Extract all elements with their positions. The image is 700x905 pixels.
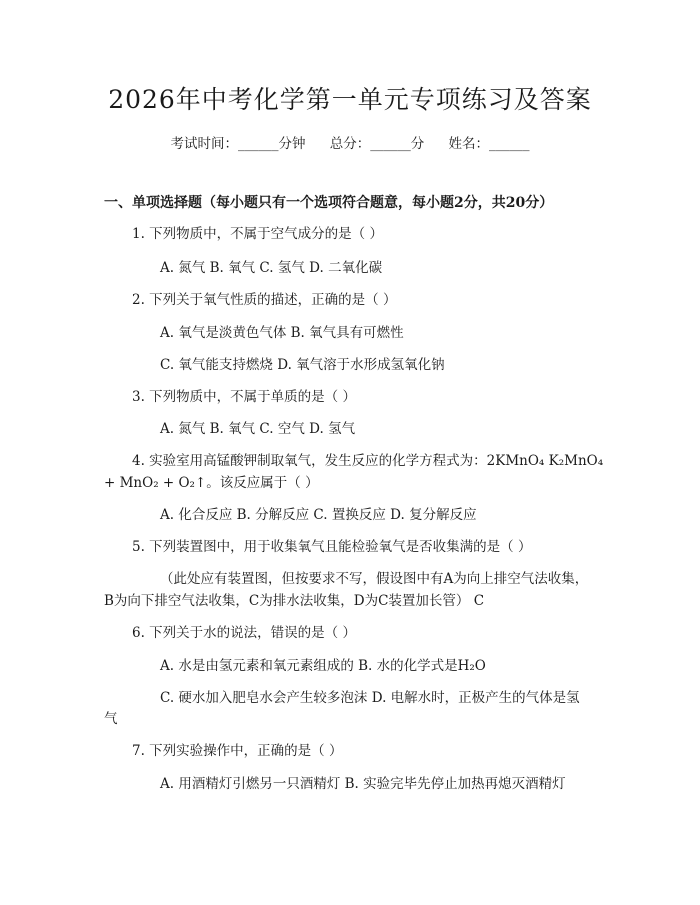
question-4-cont: + MnO₂ + O₂↑。该反应属于（ ） [104, 475, 319, 491]
question-7: 7. 下列实验操作中，正确的是（ ） [132, 743, 343, 759]
question-6-options-1: A. 水是由氢元素和氧元素组成的 B. 水的化学式是H₂O [160, 658, 486, 674]
question-2-options-2: C. 氧气能支持燃烧 D. 氧气溶于水形成氢氧化钠 [160, 357, 445, 373]
question-1: 1. 下列物质中，不属于空气成分的是（ ） [132, 226, 383, 242]
question-4-options: A. 化合反应 B. 分解反应 C. 置换反应 D. 复分解反应 [160, 507, 477, 523]
question-5-note: （此处应有装置图，但按要求不写，假设图中有A为向上排空气法收集， [160, 571, 589, 587]
student-name: 姓名：______ [448, 136, 530, 152]
question-2-options-1: A. 氧气是淡黄色气体 B. 氧气具有可燃性 [160, 325, 404, 341]
total-score: 总分：______分 [329, 136, 425, 152]
exam-time: 考试时间：______分钟 [170, 136, 306, 152]
question-3-options: A. 氮气 B. 氧气 C. 空气 D. 氢气 [160, 421, 356, 437]
section-heading: 一、单项选择题（每小题只有一个选项符合题意，每小题2分，共20分） [104, 195, 554, 211]
page-title: 2026年中考化学第一单元专项练习及答案 [108, 85, 592, 114]
question-6: 6. 下列关于水的说法，错误的是（ ） [132, 625, 356, 641]
question-6-options-2-cont: 气 [104, 711, 118, 727]
question-6-options-2: C. 硬水加入肥皂水会产生较多泡沫 D. 电解水时，正极产生的气体是氢 [160, 690, 580, 706]
question-7-options: A. 用酒精灯引燃另一只酒精灯 B. 实验完毕先停止加热再熄灭酒精灯 [160, 776, 566, 792]
exam-meta [0, 132, 700, 152]
question-2: 2. 下列关于氧气性质的描述，正确的是（ ） [132, 292, 397, 308]
question-1-options: A. 氮气 B. 氧气 C. 氢气 D. 二氧化碳 [160, 260, 383, 276]
question-4: 4. 实验室用高锰酸钾制取氧气，发生反应的化学方程式为：2KMnO₄ K₂MnO₄ [132, 453, 604, 469]
question-5-note-cont: B为向下排空气法收集，C为排水法收集，D为C装置加长管） C [104, 593, 485, 609]
question-3: 3. 下列物质中，不属于单质的是（ ） [132, 389, 356, 405]
question-5: 5. 下列装置图中，用于收集氧气且能检验氧气是否收集满的是（ ） [132, 539, 532, 555]
